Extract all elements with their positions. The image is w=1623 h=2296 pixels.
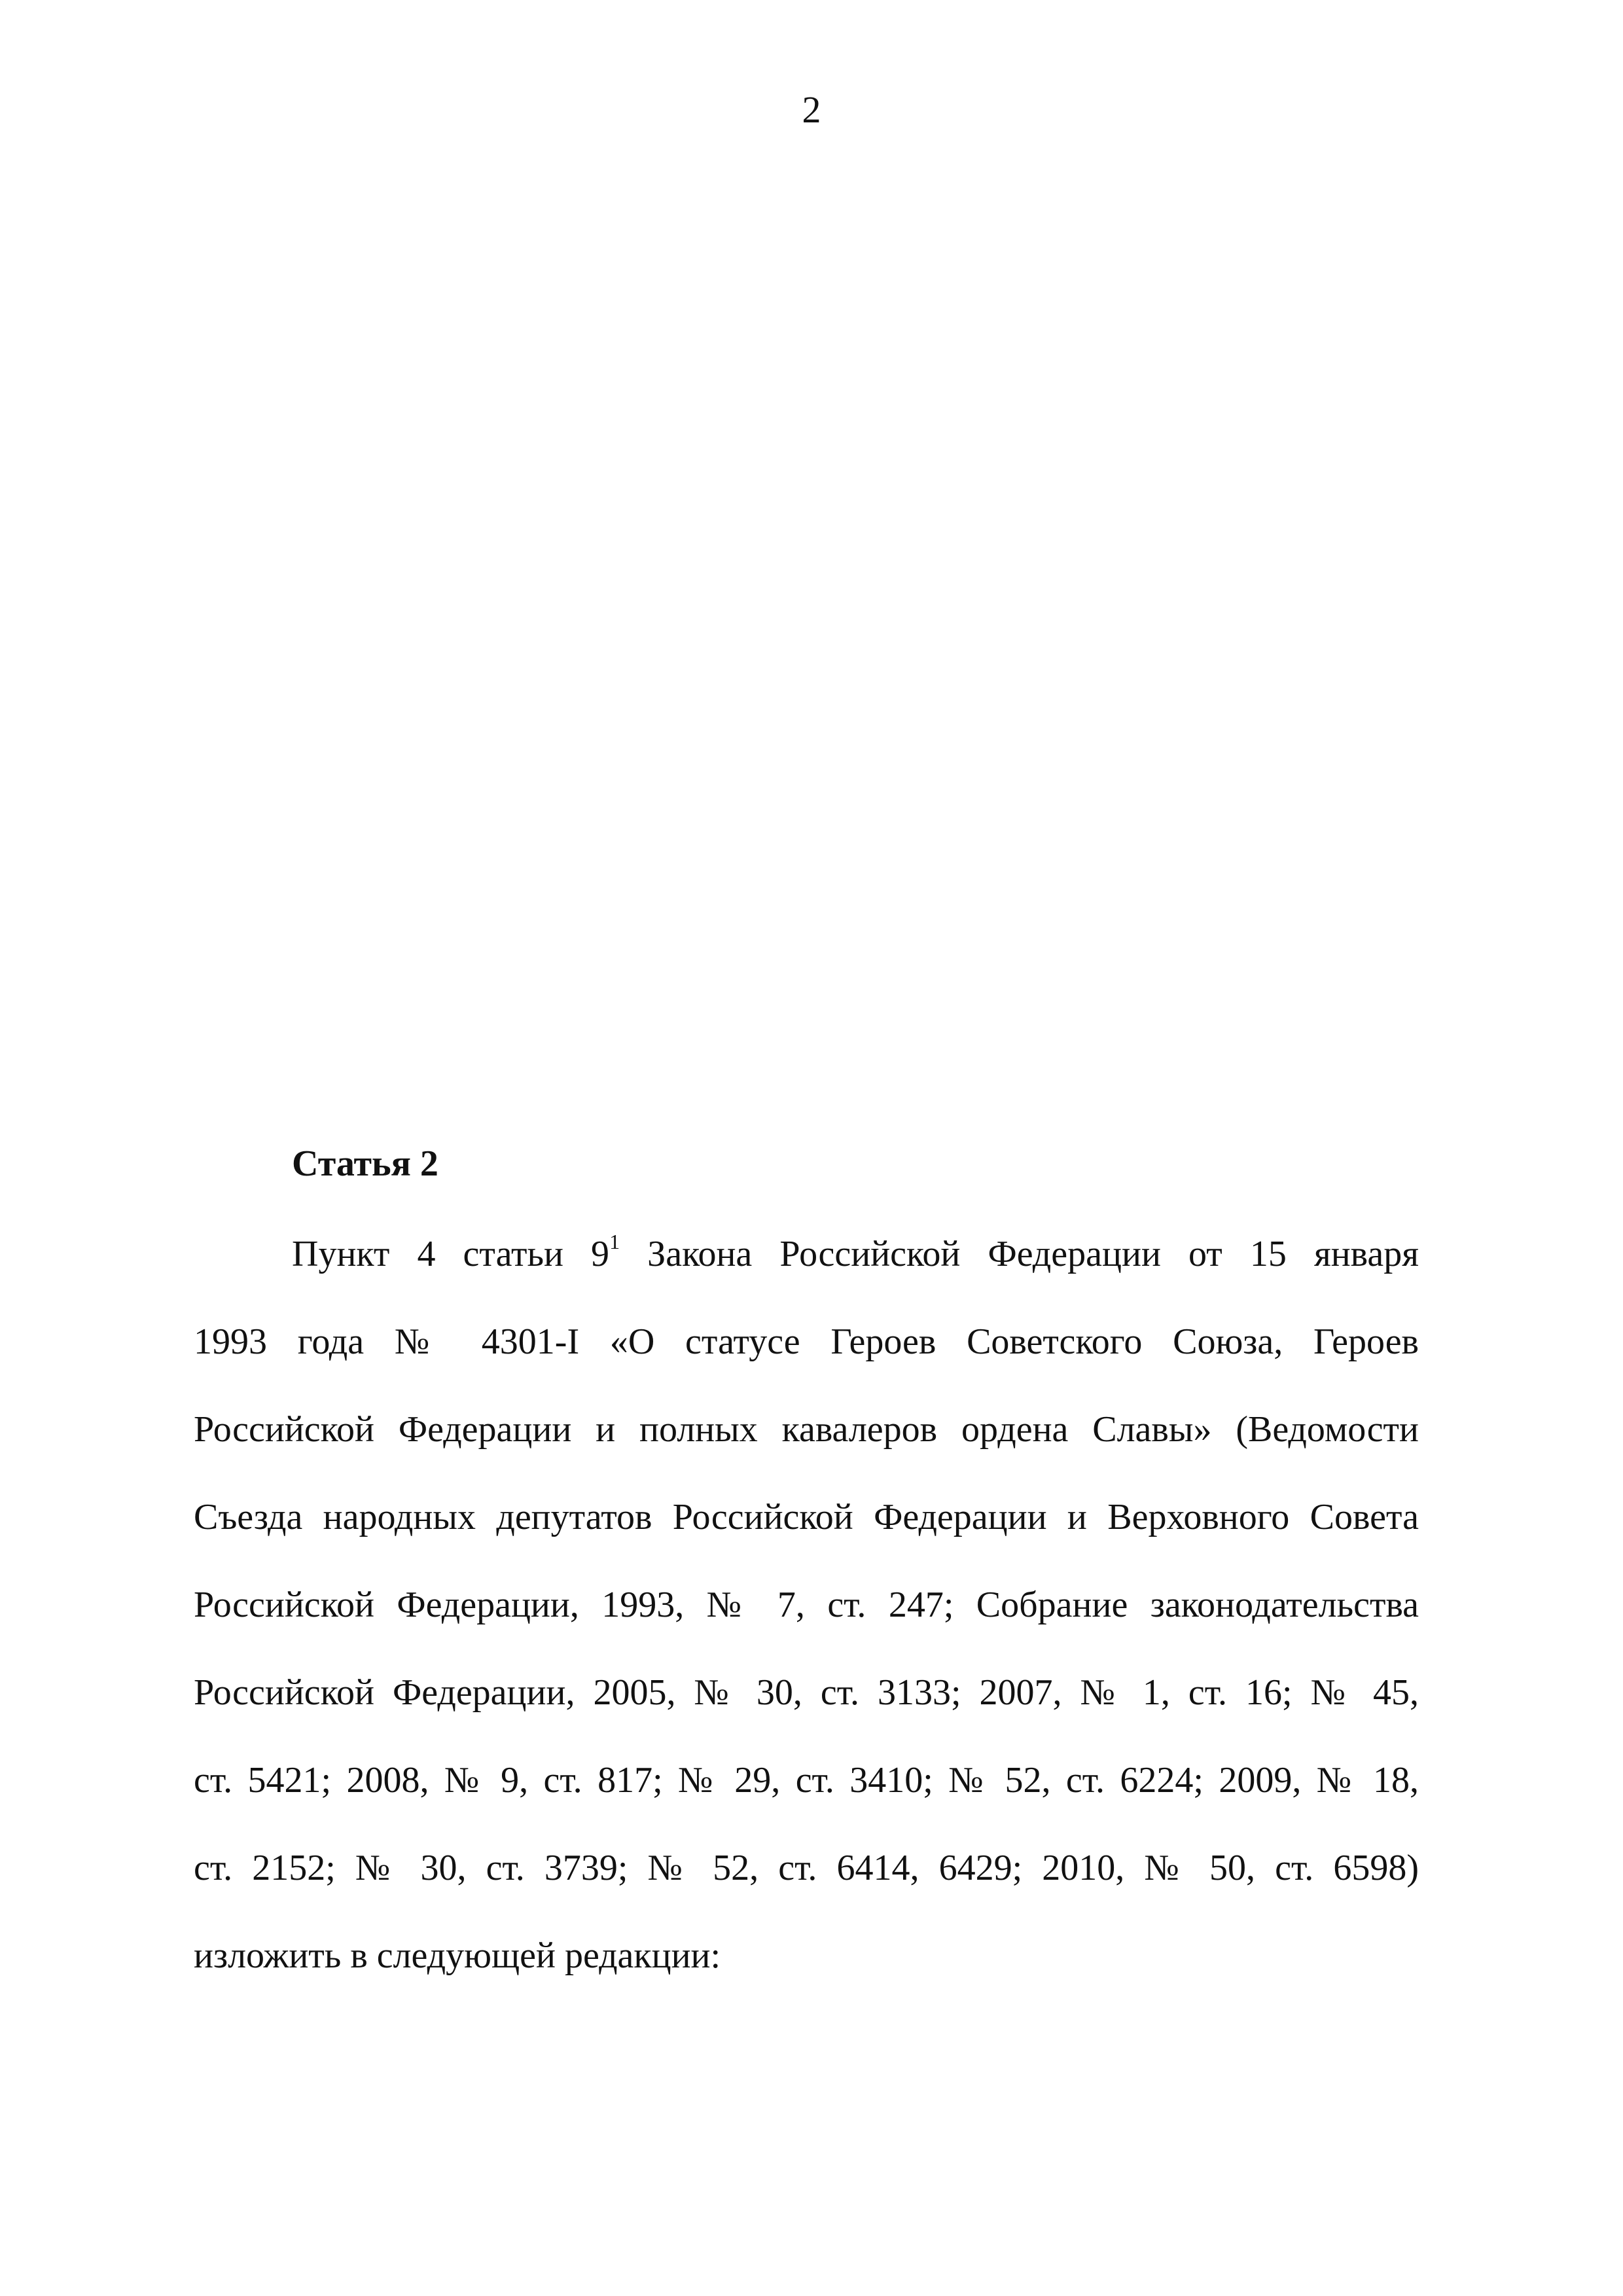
superscript-number: 1 [609,1230,620,1253]
body-line-3: Российской Федерации и полных кавалеров ордена Славы» (Ведомости [194,1409,1419,1450]
body-line-1-end: Закона Российской Федерации от 15 января [620,1234,1419,1274]
article-body [194,1228,1419,2017]
body-line-7: ст. 5421; 2008, № 9, ст. 817; № 29, ст. 3410; № 52, ст. 6224; 2009, № 18, [194,1760,1419,1801]
article-heading: Статья 2 [292,1143,438,1184]
body-line-8: ст. 2152; № 30, ст. 3739; № 52, ст. 6414, 6429; 2010, № 50, ст. 6598) [194,1848,1419,1888]
page-number: 2 [802,88,821,131]
body-line-4: Съезда народных депутатов Российской Федерации и Верховного Совета [194,1497,1419,1537]
body-line-1-start: Пункт 4 статьи 9 [292,1234,610,1274]
body-line-9: изложить в следующей редакции: [194,1935,721,1976]
body-line-6: Российской Федерации, 2005, № 30, ст. 3133; 2007, № 1, ст. 16; № 45, [194,1672,1419,1713]
body-line-1 [194,1228,1419,1316]
body-line-2: 1993 года № 4301-I «О статусе Героев Советского Союза, Героев [194,1321,1419,1362]
body-line-5: Российской Федерации, 1993, № 7, ст. 247; Собрание законодательства [194,1585,1419,1625]
